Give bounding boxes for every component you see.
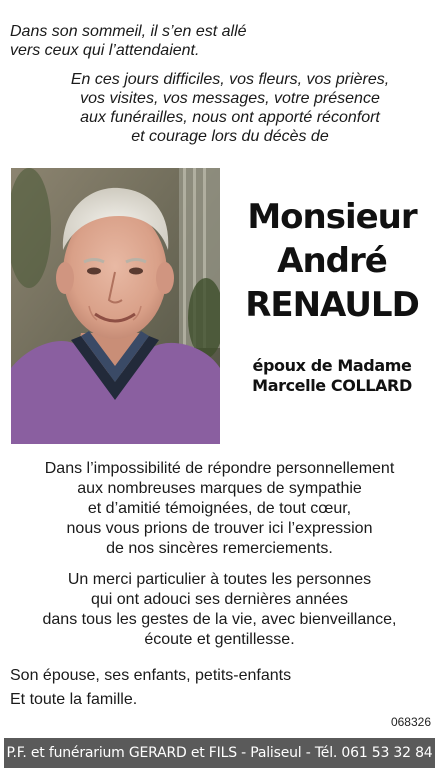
- opening-verse: [10, 22, 310, 60]
- spouse-line: époux de Madame: [252, 356, 412, 375]
- family-signature-line: Son épouse, ses enfants, petits-enfants: [10, 667, 292, 684]
- thanks-intro: [40, 70, 420, 146]
- paragraph-line: de nos sincères remerciements.: [106, 540, 333, 557]
- paragraph-line: écoute et gentillesse.: [144, 631, 295, 648]
- deceased-portrait-photo: [11, 168, 220, 444]
- deceased-title: Monsieur: [247, 197, 417, 237]
- paragraph-line: aux nombreuses marques de sympathie: [77, 480, 362, 497]
- spouse-line: Marcelle COLLARD: [252, 376, 412, 395]
- special-thanks-paragraph: [4, 570, 435, 650]
- thanks-intro-line: aux funérailles, nous ont apporté réconfort: [80, 109, 380, 126]
- paragraph-line: qui ont adouci ses dernières années: [90, 591, 349, 608]
- paragraph-line: dans tous les gestes de la vie, avec bienveillance,: [42, 611, 397, 628]
- thanks-intro-line: En ces jours difficiles, vos fleurs, vos prières,: [70, 71, 390, 88]
- deceased-first-name: André: [277, 241, 387, 281]
- thanks-paragraph: [4, 459, 435, 559]
- funeral-home-footer: [4, 738, 435, 768]
- deceased-name: [232, 195, 432, 327]
- thanks-intro-line: et courage lors du décès de: [131, 128, 329, 145]
- verse-line: Dans son sommeil, il s’en est allé: [10, 23, 247, 40]
- verse-line: vers ceux qui l’attendaient.: [10, 42, 200, 59]
- spouse-mention: [232, 356, 432, 396]
- deceased-last-name: RENAULD: [245, 285, 419, 325]
- footer-text: P.F. et funérarium GERARD et FILS - Paliseul - Tél. 061 53 32 84: [6, 745, 433, 761]
- paragraph-line: Dans l’impossibilité de répondre personnellement: [44, 460, 395, 477]
- family-signature-line: Et toute la famille.: [10, 691, 138, 708]
- thanks-intro-line: vos visites, vos messages, votre présence: [80, 90, 380, 107]
- paragraph-line: et d’amitié témoignées, de tout cœur,: [87, 500, 352, 517]
- paragraph-line: nous vous prions de trouver ici l’expression: [66, 520, 373, 537]
- reference-number: 068326: [390, 715, 431, 729]
- paragraph-line: Un merci particulier à toutes les personnes: [67, 571, 372, 588]
